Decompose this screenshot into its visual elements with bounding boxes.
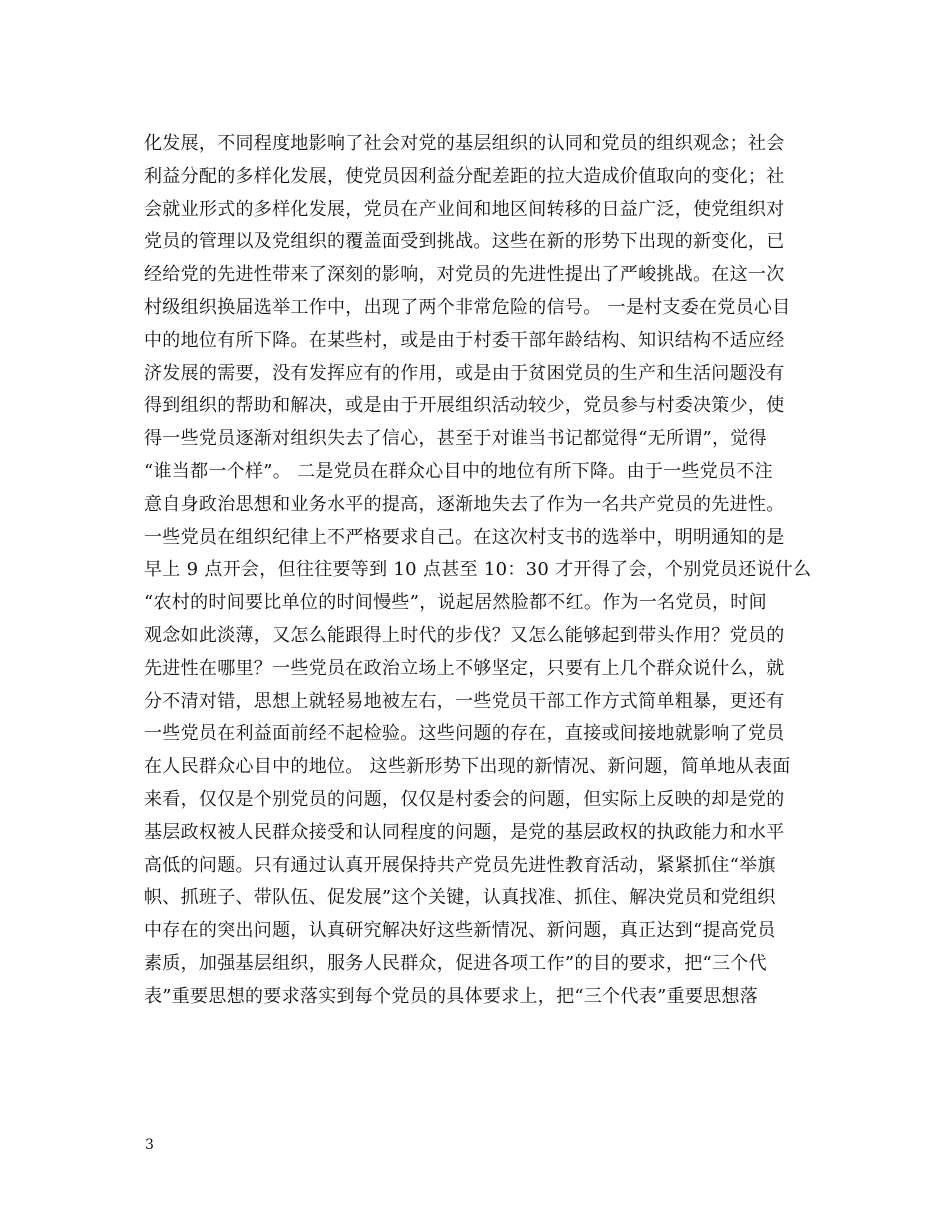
page-number: 3 xyxy=(145,1137,154,1153)
text-line: 化发展，不同程度地影响了社会对党的基层组织的认同和党员的组织观念；社会 xyxy=(144,133,785,154)
text-line: 高低的问题。只有通过认真开展保持共产党员先进性教育活动，紧紧抓住“举旗 xyxy=(144,854,776,876)
text-line: 在人民群众心目中的地位。 这些新形势下出现的新情况、新问题，简单地从表面 xyxy=(144,756,791,778)
text-line: 党员的管理以及党组织的覆盖面受到挑战。这些在新的形势下出现的新变化，已 xyxy=(144,231,785,253)
text-line: 中存在的突出问题，认真研究解决好这些新情况、新问题，真正达到“提高党员 xyxy=(144,920,776,942)
text-line: 基层政权被人民群众接受和认同程度的问题，是党的基层政权的执政能力和水平 xyxy=(144,821,785,843)
text-line: 村级组织换届选举工作中，出现了两个非常危险的信号。 一是村支委在党员心目 xyxy=(144,296,791,318)
text-line: “谁当都一个样”。 二是党员在群众心目中的地位有所下降。由于一些党员不注 xyxy=(144,460,773,482)
text-line: 来看，仅仅是个别党员的问题，仅仅是村委会的问题，但实际上反映的却是党的 xyxy=(144,788,785,810)
text-line: 得到组织的帮助和解决，或是由于开展组织活动较少，党员参与村委决策少，使 xyxy=(144,395,785,417)
text-line: 早上 9 点开会，但往往要等到 10 点甚至 10：30 才开得了会，个别党员还说什么 xyxy=(144,559,812,581)
text-line: 一些党员在利益面前经不起检验。这些问题的存在，直接或间接地就影响了党员 xyxy=(144,723,785,745)
text-line: 意自身政治思想和业务水平的提高，逐渐地失去了作为一名共产党员的先进性。 xyxy=(144,493,785,515)
text-line: 会就业形式的多样化发展，党员在产业间和地区间转移的日益广泛，使党组织对 xyxy=(144,198,785,220)
text-line: 素质，加强基层组织，服务人民群众，促进各项工作”的目的要求，把“三个代 xyxy=(144,952,767,974)
text-line: 中的地位有所下降。在某些村，或是由于村委干部年龄结构、知识结构不适应经 xyxy=(144,329,785,351)
text-line: 利益分配的多样化发展，使党员因利益分配差距的拉大造成价值取向的变化；社 xyxy=(144,165,785,187)
body-text xyxy=(144,128,814,1014)
text-line: 帜、抓班子、带队伍、促发展”这个关键，认真找准、抓住、解决党员和党组织 xyxy=(144,887,776,909)
text-line: 表”重要思想的要求落实到每个党员的具体要求上，把“三个代表”重要思想落 xyxy=(144,985,759,1007)
text-line: 一些党员在组织纪律上不严格要求自己。在这次村支书的选举中，明明通知的是 xyxy=(144,526,785,548)
text-line: 观念如此淡薄，又怎么能跟得上时代的步伐？又怎么能够起到带头作用？党员的 xyxy=(144,624,785,646)
text-line: 先进性在哪里？一些党员在政治立场上不够坚定，只要有上几个群众说什么，就 xyxy=(144,657,785,679)
text-line: 分不清对错，思想上就轻易地被左右，一些党员干部工作方式简单粗暴，更还有 xyxy=(144,690,785,712)
text-line: 济发展的需要，没有发挥应有的作用，或是由于贫困党员的生产和生活问题没有 xyxy=(144,362,785,384)
text-line: 经给党的先进性带来了深刻的影响，对党员的先进性提出了严峻挑战。在这一次 xyxy=(144,264,785,286)
text-line: “农村的时间要比单位的时间慢些”，说起居然脸都不红。作为一名党员，时间 xyxy=(144,592,767,614)
text-line: 得一些党员逐渐对组织失去了信心，甚至于对谁当书记都觉得“无所谓”，觉得 xyxy=(144,428,767,450)
